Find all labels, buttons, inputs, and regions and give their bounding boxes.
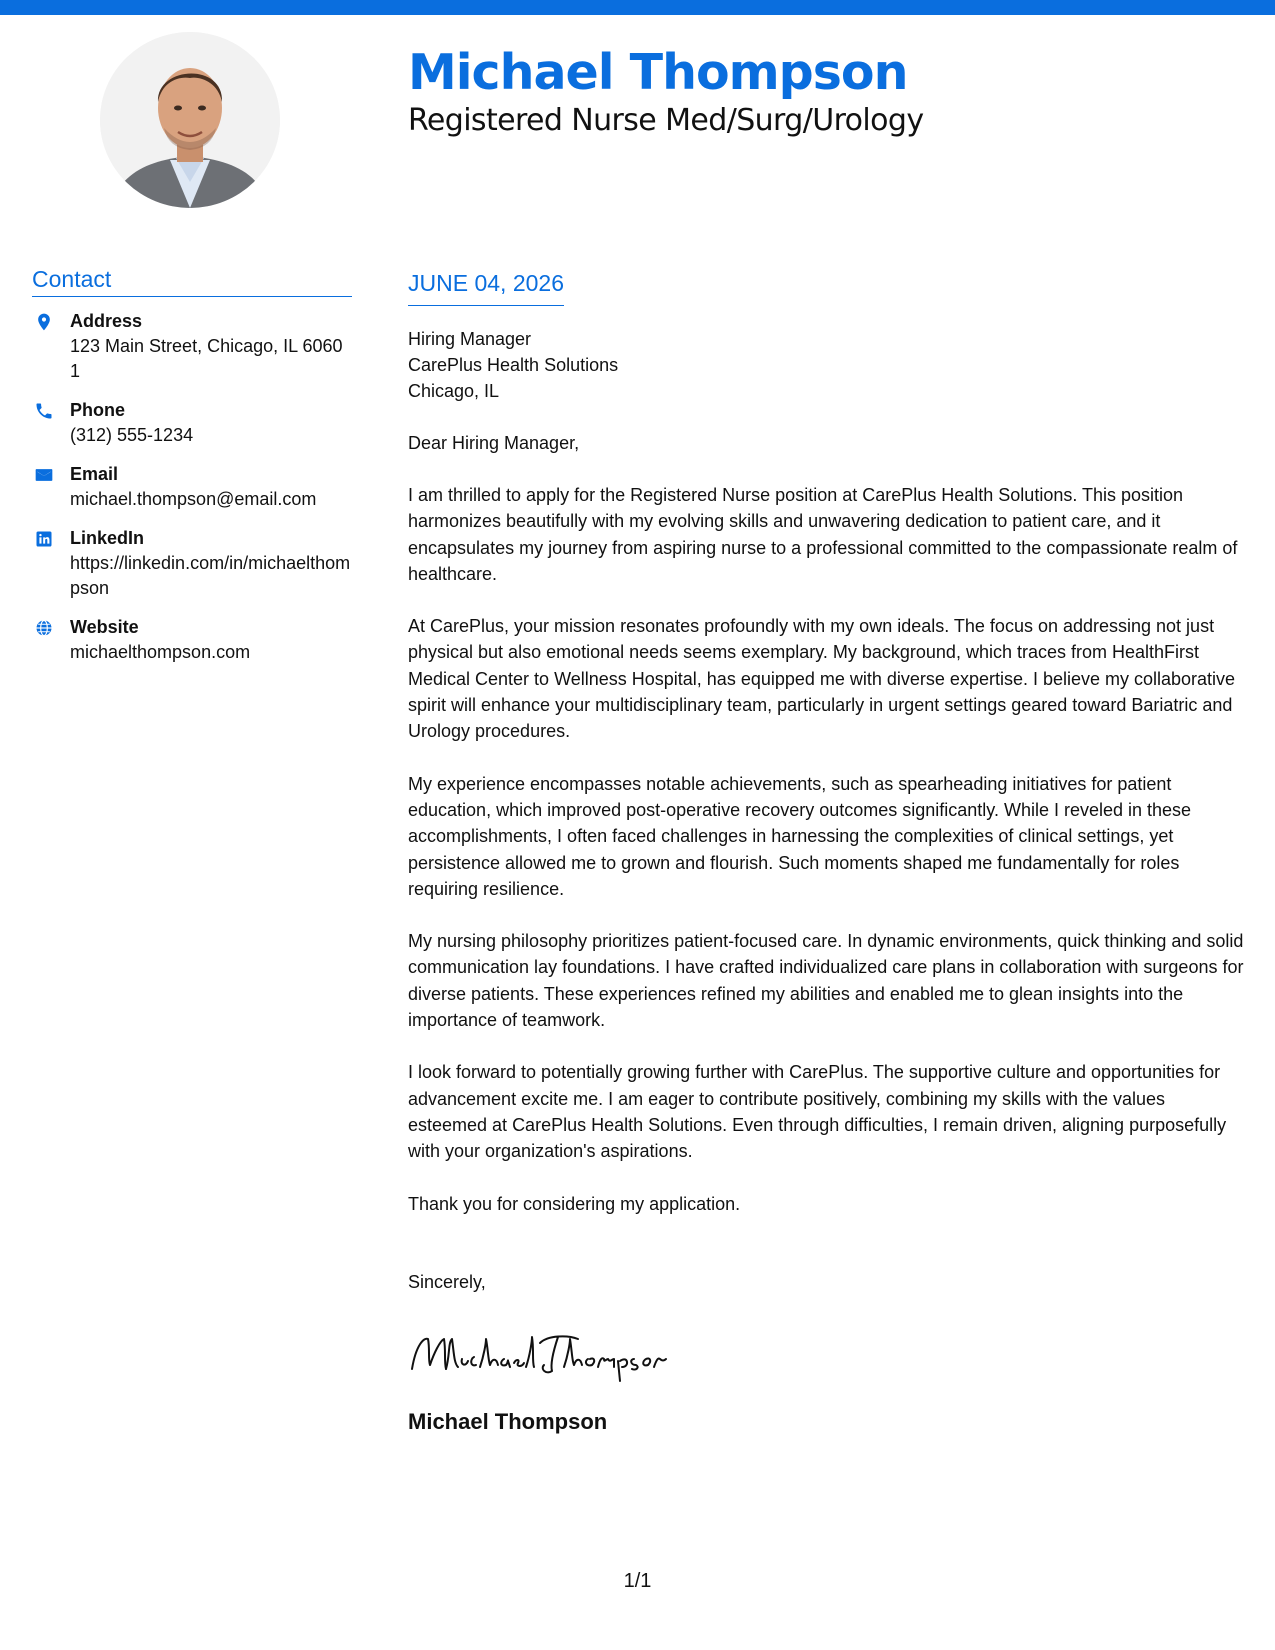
contact-heading: Contact <box>32 266 352 297</box>
map-pin-icon <box>32 309 70 384</box>
phone-value: (312) 555-1234 <box>70 425 194 445</box>
email-icon <box>32 462 70 512</box>
contact-label: LinkedIn <box>70 528 145 548</box>
website-value[interactable]: michaelthompson.com <box>70 642 251 662</box>
contact-address <box>32 309 352 384</box>
body-paragraph: Thank you for considering my application. <box>408 1193 741 1214</box>
job-title: Registered Nurse Med/Surg/Urology <box>408 103 924 138</box>
page-number: 1/1 <box>623 1570 652 1592</box>
letter-date: JUNE 04, 2026 <box>408 270 564 306</box>
address-value: 123 Main Street, Chicago, IL 60601 <box>70 336 343 381</box>
signer-name: Michael Thompson <box>408 1408 608 1434</box>
body-paragraph: I am thrilled to apply for the Registered Nurse position at CarePlus Health Solutions. This position harmonizes beautifully with my evolving skills and unwavering dedication to patient care, and it encapsulates my journey from aspiring nurse to a professional committed to the compassionate realm of healthcare. <box>408 485 1238 584</box>
contact-sidebar <box>32 266 352 679</box>
contact-phone <box>32 398 352 448</box>
body-paragraph: At CarePlus, your mission resonates profoundly with my own ideals. The focus on addressing not just physical but also emotional needs seems exemplary. My background, which traces from HealthFirst Medical Center to Wellness Hospital, has equipped me with diverse expertise. I believe my collaborative spirit will enhance your multidisciplinary team, particularly in urgent settings geared toward Bariatric and Urology procedures. <box>408 616 1236 742</box>
candidate-name: Michael Thompson <box>408 44 908 101</box>
body-paragraph: I look forward to potentially growing further with CarePlus. The supportive culture and opportunities for advancement excite me. I am eager to contribute positively, combining my skills with the values esteemed at CarePlus Health Solutions. Even through difficulties, I remain driven, aligning purposefully with your organization's aspirations. <box>408 1062 1227 1162</box>
recipient-line: Hiring Manager <box>408 329 532 349</box>
salutation: Dear Hiring Manager, <box>408 433 580 453</box>
contact-label: Email <box>70 464 119 484</box>
body-paragraph: My nursing philosophy prioritizes patient-focused care. In dynamic environments, quick thinking and solid communication lay foundations. I have crafted individualized care plans in collaboration with surgeons for diverse patients. These experiences refined my abilities and enabled me to glean insights into the importance of teamwork. <box>408 931 1244 1031</box>
recipient-line: CarePlus Health Solutions <box>408 355 619 375</box>
recipient-line: Chicago, IL <box>408 381 500 401</box>
phone-icon <box>32 398 70 448</box>
contact-label: Phone <box>70 400 126 420</box>
profile-photo <box>100 32 280 208</box>
contact-label: Website <box>70 617 139 637</box>
contact-website <box>32 615 352 665</box>
contact-linkedin <box>32 526 352 601</box>
handwritten-signature <box>408 1325 1248 1385</box>
contact-email <box>32 462 352 512</box>
linkedin-value[interactable]: https://linkedin.com/in/michaelthompson <box>70 553 351 598</box>
closing: Sincerely, <box>408 1271 486 1292</box>
contact-label: Address <box>70 311 143 331</box>
top-accent-bar <box>0 0 1275 15</box>
body-paragraph: My experience encompasses notable achievements, such as spearheading initiatives for patient education, which improved post-operative recovery outcomes significantly. While I reveled in these accomplishments, I often faced challenges in harnessing the complexities of clinical settings, yet persistence allowed me to grown and flourish. Such moments shaped me fundamentally for roles requiring resilience. <box>408 773 1192 899</box>
email-value[interactable]: michael.thompson@email.com <box>70 489 317 509</box>
globe-icon <box>32 615 70 665</box>
recipient-block <box>408 326 1248 404</box>
cover-letter-body <box>408 270 1248 1435</box>
linkedin-icon <box>32 526 70 601</box>
